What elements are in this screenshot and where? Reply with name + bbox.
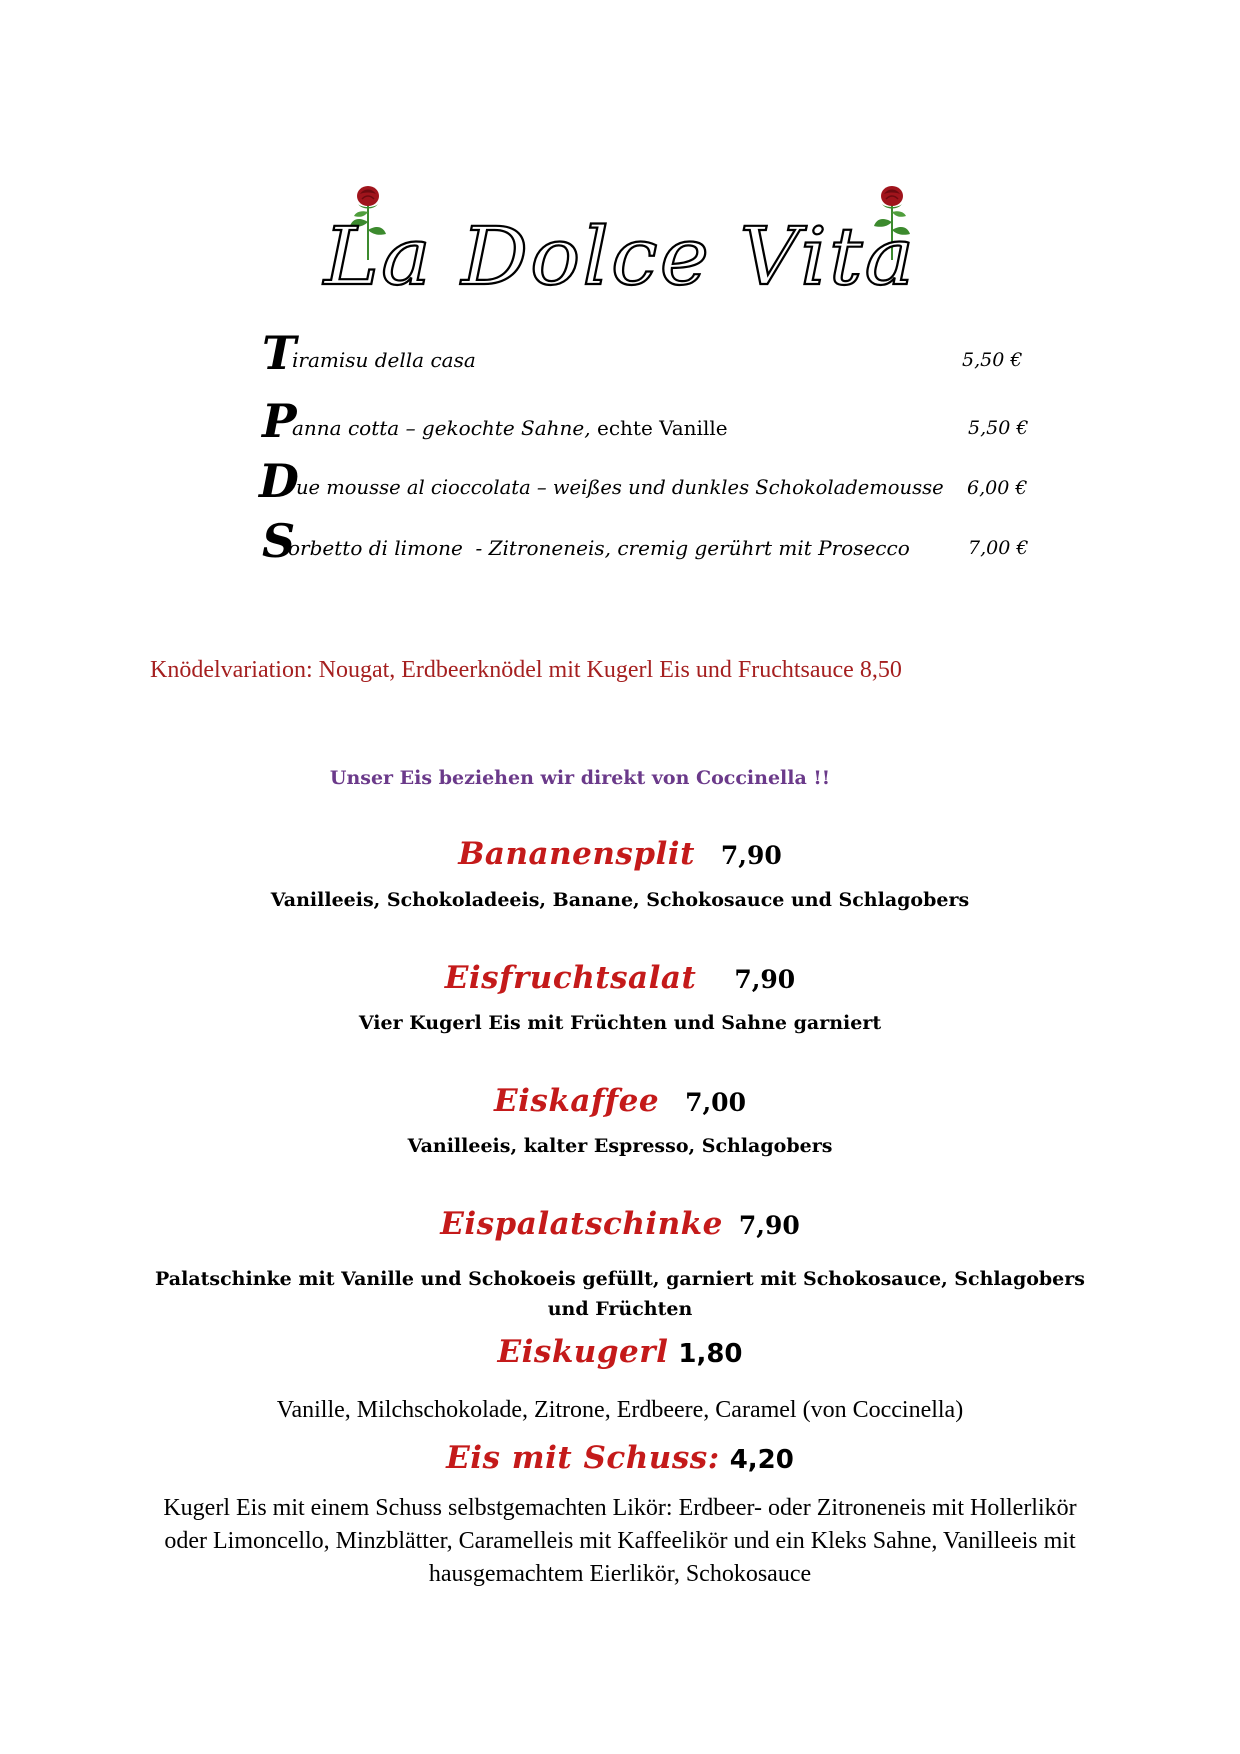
dessert-row-sorbetto: [262, 510, 1032, 568]
ice-item-description: Palatschinke mit Vanille und Schokoeis gefüllt, garniert mit Schokosauce, Schlagobers und Früchten: [155, 1268, 1085, 1320]
ice-item-price: 7,00: [685, 1088, 746, 1117]
ice-item-description: Vanilleeis, kalter Espresso, Schlagobers: [407, 1135, 833, 1157]
dessert-initial: T: [262, 326, 297, 380]
dessert-name: anna cotta – gekochte Sahne,: [292, 416, 591, 440]
ice-item-description: Vanille, Milchschokolade, Zitrone, Erdbeere, Caramel (von Coccinella): [276, 1397, 964, 1423]
ice-item-description: Vier Kugerl Eis mit Früchten und Sahne garniert: [358, 1012, 882, 1034]
dessert-initial: D: [259, 454, 299, 508]
dessert-name-extra: echte Vanille: [590, 416, 728, 440]
ice-item-description: Vanilleeis, Schokoladeeis, Banane, Schokosauce und Schlagobers: [270, 889, 970, 911]
ice-item-heading: [0, 1334, 1240, 1370]
ice-item-heading: [0, 960, 1240, 996]
dessert-initial: S: [262, 514, 296, 568]
ice-item-price: 7,90: [720, 841, 782, 870]
knoedel-variation: Knödelvariation: Nougat, Erdbeerknödel mit Kugerl Eis und Fruchtsauce 8,50: [150, 657, 902, 683]
dessert-row-panna-cotta: [262, 390, 1032, 448]
ice-item-description: Kugerl Eis mit einem Schuss selbstgemachten Likör: Erdbeer- oder Zitroneneis mit Hollerlikör oder Limoncello, Minzblätter, Caramelleis mit Kaffeelikör und ein Kleks Sahne, Vanilleeis mit hausgemachtem Eierlikör, Schokosauce: [163, 1495, 1077, 1587]
menu-title: La Dolce Vita: [323, 210, 917, 303]
dessert-name: iramisu della casa: [292, 348, 476, 372]
ice-item-name: Eiskaffee: [494, 1083, 660, 1119]
ice-item-price: 4,20: [729, 1445, 794, 1475]
dessert-name-wrap: [292, 416, 728, 440]
ice-item-name: Bananensplit: [458, 836, 695, 872]
ice-item-heading: [0, 1440, 1240, 1476]
dessert-row-due-mousse: [259, 450, 1032, 508]
dessert-price: 6,00 €: [967, 477, 1028, 499]
dessert-initial: P: [262, 394, 297, 448]
ice-item-heading: [0, 836, 1240, 872]
ice-item-heading: [0, 1206, 1240, 1242]
dessert-price: 5,50 €: [962, 349, 1023, 371]
ice-item-name: Eispalatschinke: [440, 1206, 723, 1242]
coccinella-note: Unser Eis beziehen wir direkt von Coccinella !!: [329, 767, 831, 789]
ice-item-price: 7,90: [738, 1211, 800, 1240]
dessert-price: 7,00 €: [968, 537, 1029, 559]
ice-item-heading: [0, 1083, 1240, 1119]
dessert-name: ue mousse al cioccolata – weißes und dunkles Schokolademousse: [296, 476, 944, 499]
ice-item-name: Eisfruchtsalat: [444, 960, 697, 996]
dessert-name: orbetto di limone - Zitroneneis, cremig gerührt mit Prosecco: [288, 536, 910, 560]
ice-item-name: Eiskugerl: [497, 1334, 669, 1370]
dessert-price: 5,50 €: [968, 417, 1029, 439]
ice-item-name: Eis mit Schuss:: [446, 1440, 720, 1476]
dessert-row-tiramisu: [262, 322, 1032, 380]
ice-item-price: 1,80: [678, 1339, 743, 1369]
ice-item-price: 7,90: [734, 965, 796, 994]
